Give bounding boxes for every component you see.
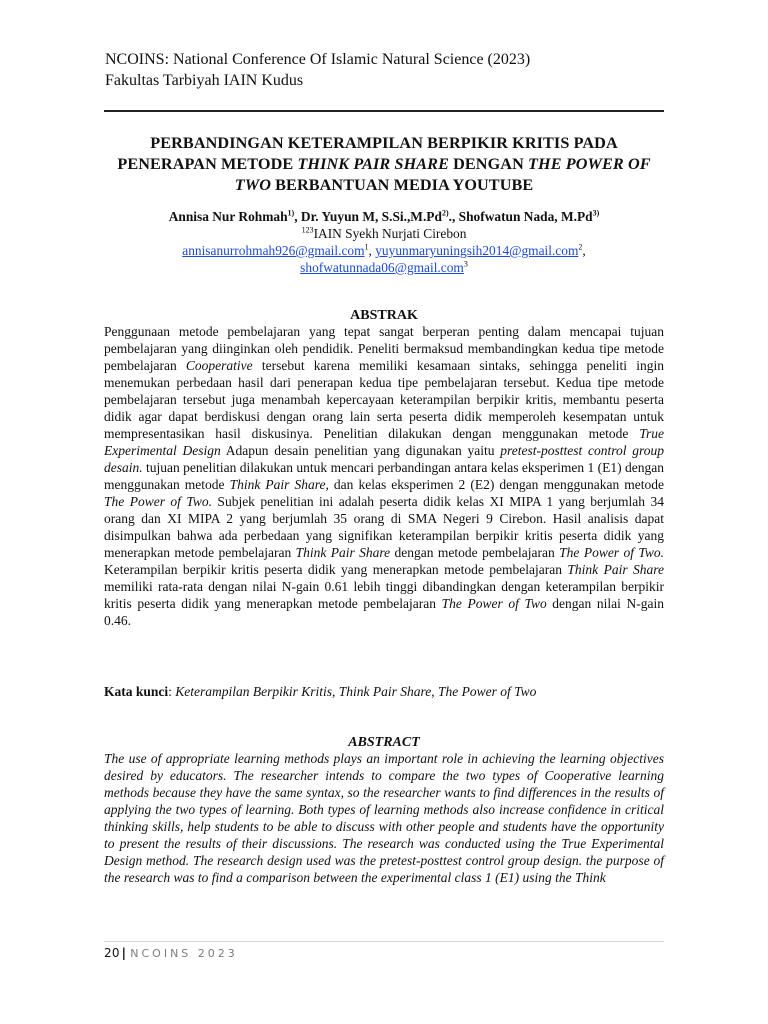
keywords-values: Keterampilan Berpikir Kritis, Think Pair Share, The Power of Two xyxy=(175,684,537,699)
abstrak-text-2: tersebut karena memiliki kesamaan sintaks, sehingga peneliti ingin menemukan perbedaan hasil dari penerapan kedua tipe pembelajaran tersebut. Kedua tipe metode pembelajaran tersebut juga menambah kepercayaan keterampilan berpikir kritis, membantu peserta didik agar dapat berdiskusi dengan orang lain serta peserta didik memperoleh kesempatan untuk mempresentasikan hasil diskusinya. Penelitian dilakukan dengan menggunakan metode xyxy=(104,358,664,441)
author-3-sup: 3) xyxy=(592,208,600,218)
abstrak-italic-3: pretest-posttest control group desain. xyxy=(104,443,664,475)
author-1-name: Annisa Nur Rohmah xyxy=(168,209,288,224)
author-block xyxy=(104,208,664,276)
affiliation-sup: 123 xyxy=(301,225,314,235)
abstrak-text-7: dengan metode pembelajaran xyxy=(390,545,560,560)
abstrak-text-6: Subjek penelitian ini adalah peserta didik kelas XI MIPA 1 yang berjumlah 34 orang dan XI MIPA 2 yang berjumlah 35 orang di SMA Negeri 9 Cirebon. Hasil analisis dapat disimpulkan bahwa ada perbedaan yang signifikan keterampilan berpikir kritis peserta didik yang menerapkan metode pembelajaran xyxy=(104,494,664,560)
footer-separator: | xyxy=(121,946,127,960)
abstrak-text-1: Penggunaan metode pembelajaran yang tepat sangat berperan penting dalam mencapai tujuan pembelajaran yang diinginkan oleh pendidik. Peneliti bermaksud membandingkan kedua tipe metode pembelajaran xyxy=(104,324,664,373)
email-sup-3: 3 xyxy=(463,259,468,269)
abstrak-text-4: tujuan penelitian dilakukan untuk mencari perbandingan antara kelas eksperimen 1 (E1) dengan menggunakan metode xyxy=(104,460,664,492)
title-part-1: PERBANDINGAN KETERAMPILAN BERPIKIR KRITIS PADA PENERAPAN METODE xyxy=(117,134,618,173)
abstrak-italic-2: True Experimental Design xyxy=(104,426,664,458)
title-italic-power-of-two: THE POWER OF TWO xyxy=(234,155,651,194)
keywords-line xyxy=(104,683,664,700)
abstrak-italic-1: Cooperative xyxy=(185,358,253,373)
abstrak-italic-9: The Power of Two xyxy=(441,596,547,611)
abstract-heading: ABSTRACT xyxy=(348,735,420,750)
footer-divider xyxy=(104,941,664,942)
page-footer xyxy=(104,945,664,962)
header-divider xyxy=(104,110,664,112)
email-sup-2: 2 xyxy=(578,242,583,252)
abstrak-heading: ABSTRAK xyxy=(350,308,418,323)
email-link-3[interactable]: shofwatunnada06@gmail.com xyxy=(300,260,464,275)
email-line-2 xyxy=(104,259,664,276)
email-sup-1: 1 xyxy=(364,242,369,252)
abstrak-text-5: dan kelas eksperimen 2 (E2) dengan menggunakan metode xyxy=(328,477,664,492)
abstract-body: The use of appropriate learning methods plays an important role in achieving the learning objectives desired by educators. The researcher intends to compare the two types of Cooperative learning methods because they have the same syntax, so the researcher wants to find differences in the results of applying the two types of learning. Both types of learning methods also increase confidence in critical thinking skills, help students to be able to discuss with other people and students have the opportunity to present the results of their discussions. The research was conducted using the True Experimental Design method. The research design used was the pretest-posttest control group design. the purpose of the research was to find a comparison between the experimental class 1 (E1) using the Think xyxy=(104,751,664,885)
author-2-sup: 2) xyxy=(441,208,449,218)
conference-line: NCOINS: National Conference Of Islamic Natural Science (2023) xyxy=(105,51,531,68)
abstrak-italic-8: Think Pair Share xyxy=(567,562,665,577)
author-3-name: ., Shofwatun Nada, M.Pd xyxy=(448,209,593,224)
footer-conference-name: NCOINS 2023 xyxy=(130,947,238,960)
page-number: 20 xyxy=(104,946,120,960)
abstrak-text-8: Keterampilan berpikir kritis peserta didik yang menerapkan metode pembelajaran xyxy=(104,562,568,577)
running-header xyxy=(105,49,665,91)
paper-title xyxy=(104,133,664,196)
keywords-separator: : xyxy=(168,684,176,699)
faculty-line: Fakultas Tarbiyah IAIN Kudus xyxy=(105,72,304,89)
abstrak-italic-7: The Power of Two. xyxy=(559,545,664,560)
email-link-1[interactable]: annisanurrohmah926@gmail.com xyxy=(182,243,365,258)
abstrak-italic-4: Think Pair Share, xyxy=(229,477,329,492)
abstrak-text-10: dengan nilai N-gain 0.46. xyxy=(104,596,664,628)
author-2-name: , Dr. Yuyun M, S.Si.,M.Pd xyxy=(294,209,442,224)
abstrak-italic-6: Think Pair Share xyxy=(295,545,391,560)
abstrak-italic-5: The Power of Two. xyxy=(104,494,212,509)
title-part-2: DENGAN xyxy=(448,155,529,173)
affiliation-name: IAIN Syekh Nurjati Cirebon xyxy=(313,226,467,241)
abstrak-text-3: Adapun desain penelitian yang digunakan yaitu xyxy=(220,443,501,458)
author-1-sup: 1) xyxy=(287,208,295,218)
author-names xyxy=(104,208,664,225)
email-line-1: annisanurrohmah926@gmail.com$^1$, yuyunmaryuningsih2014@gmail.com$^2$, xyxy=(182,242,586,258)
affiliation-line xyxy=(104,225,664,242)
abstrak-text-9: memiliki rata-rata dengan nilai N-gain 0.61 lebih tinggi dibandingkan dengan keterampilan berpikir kritis peserta didik yang menerapkan metode pembelajaran xyxy=(104,579,664,611)
title-part-3: BERBANTUAN MEDIA YOUTUBE xyxy=(271,176,534,194)
keywords-label: Kata kunci xyxy=(104,684,169,699)
abstrak-body xyxy=(104,323,664,629)
email-link-2[interactable]: yuyunmaryuningsih2014@gmail.com xyxy=(375,243,579,258)
title-italic-think-pair-share: THINK PAIR SHARE xyxy=(297,155,449,173)
